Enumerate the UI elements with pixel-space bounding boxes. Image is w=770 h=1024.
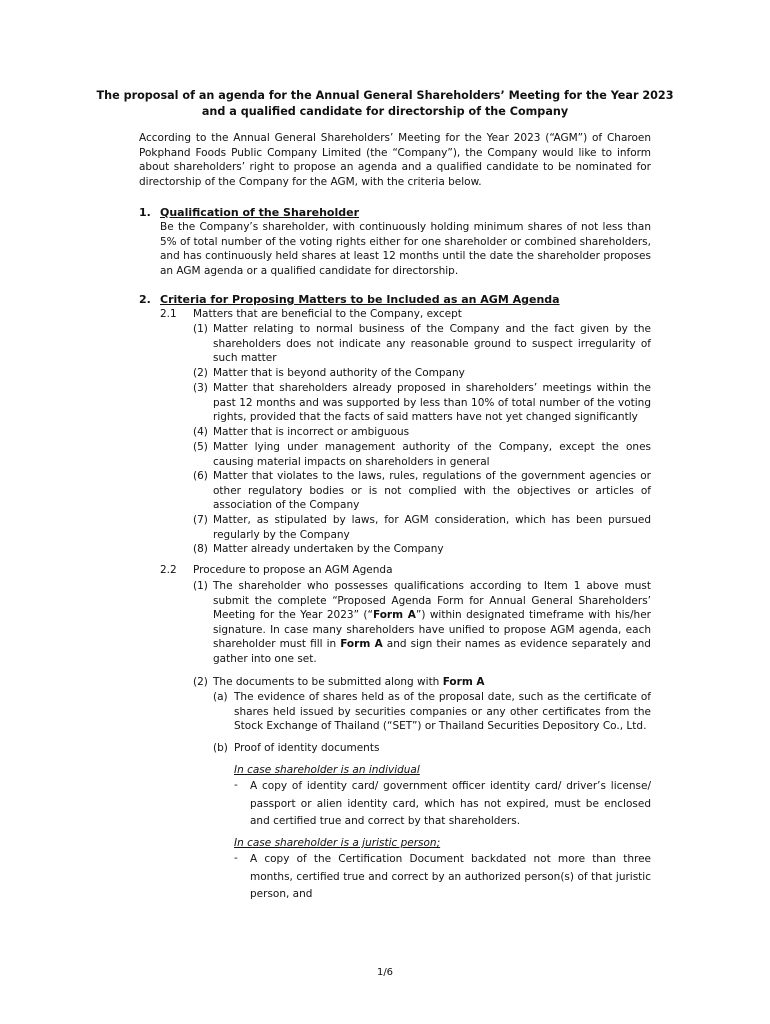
procedure-item-2: [193, 675, 651, 690]
list-item-text: Matter already undertaken by the Company: [213, 543, 444, 555]
list-item-number: (1): [193, 580, 208, 592]
list-item: [193, 542, 651, 557]
title-line-2: and a qualified candidate for directorship of the Company: [201, 104, 569, 118]
procedure-item-1: [193, 579, 651, 667]
list-item-text-part: ”) within designated timeframe with his/her signature. In case many shareholders have unified to propose AGM agenda, each shareholder must fill in: [213, 609, 651, 651]
list-item-number: (4): [193, 426, 208, 438]
list-item-text-part: and sign their names as evidence separately and gather into one set.: [213, 638, 651, 665]
list-item-number: (3): [193, 382, 208, 394]
case-juristic-heading: In case shareholder is a juristic person;: [234, 837, 441, 849]
list-item-text: Matter that is beyond authority of the Company: [213, 367, 465, 379]
sub-list-item-text: The evidence of shares held as of the proposal date, such as the certificate of shares held issued by securities companies or any other certificates from the Stock Exchange of Thailand (“SET”) or Thailand Securities Depository Co., Ltd.: [234, 691, 651, 733]
sub-list-item: [213, 690, 651, 734]
dash-item: [234, 851, 651, 904]
list-item-text: Matter lying under management authority of the Company, except the ones causing material impacts on shareholders in general: [213, 441, 651, 468]
list-item-text-part: The documents to be submitted along with: [213, 676, 443, 688]
form-a-label: Form A: [372, 609, 416, 622]
case-individual-heading: In case shareholder is an individual: [234, 764, 420, 776]
list-item-number: (6): [193, 470, 208, 482]
list-item: [193, 440, 651, 469]
section-1-number: 1.: [139, 206, 151, 219]
dash-item-text: A copy of the Certification Document backdated not more than three months, certified true and correct by an authorized person(s) of that juristic person, and: [250, 853, 651, 900]
list-item: [193, 513, 651, 542]
list-item-text: Matter that is incorrect or ambiguous: [213, 426, 410, 438]
list-item-text: [213, 675, 651, 690]
list-item-number: (2): [193, 676, 208, 688]
form-a-label: Form A: [442, 676, 485, 688]
section-2-heading: Criteria for Proposing Matters to be Included as an AGM Agenda: [160, 293, 560, 306]
sub-list-item-letter: (b): [213, 742, 228, 754]
list-item-number: (8): [193, 543, 208, 555]
dash-item-text: A copy of identity card/ government officer identity card/ driver’s license/ passport or alien identity card, which has not expired, must be enclosed and certified true and correct by that shareholders.: [250, 780, 651, 827]
dash-bullet: -: [234, 852, 238, 864]
sub-list-item: [213, 741, 651, 756]
dash-bullet: -: [234, 779, 238, 791]
dash-item: [234, 778, 651, 831]
section-1-heading: Qualification of the Shareholder: [160, 206, 360, 219]
list-item-number: (2): [193, 367, 208, 379]
form-a-label: Form A: [340, 638, 383, 651]
intro-paragraph: According to the Annual General Shareholders’ Meeting for the Year 2023 (“AGM”) of Charoen Pokphand Foods Public Company Limited (the “Company”), the Company would like to inform about shareholders’ right to propose an agenda and a qualified candidate to be nominated for directorship of the Company for the AGM, with the criteria below.: [139, 132, 651, 188]
subsection-2-2-heading: Procedure to propose an AGM Agenda: [193, 564, 393, 576]
list-item-text-part: The shareholder who possesses qualifications according to Item 1 above must submit the complete “Proposed Agenda Form for Annual General Shareholders’ Meeting for the Year 2023” (“: [213, 580, 651, 622]
list-item-text: [213, 579, 651, 667]
list-item-text: Matter that shareholders already proposed in shareholders’ meetings within the past 12 months and was supported by less than 10% of total number of the voting rights, provided that the facts of said matters have not yet changed significantly: [213, 382, 651, 424]
sub-list-item-text: Proof of identity documents: [234, 742, 380, 754]
title-line-1: The proposal of an agenda for the Annual General Shareholders’ Meeting for the Year 2023: [96, 89, 674, 102]
list-item-text: Matter, as stipulated by laws, for AGM consideration, which has been pursued regularly by the Company: [213, 514, 651, 541]
page-number: 1/6: [376, 967, 394, 978]
subsection-2-2-number: 2.2: [160, 564, 177, 576]
list-item-text: Matter relating to normal business of the Company and the fact given by the shareholders does not indicate any reasonable ground to suspect irregularity of such matter: [213, 323, 651, 365]
subsection-2-1-number: 2.1: [160, 308, 177, 320]
section-1-body: Be the Company’s shareholder, with continuously holding minimum shares of not less than 5% of total number of the voting rights either for one shareholder or combined shareholders, and has continuously held shares at least 12 months until the date the shareholder proposes an AGM agenda or a qualified candidate for directorship.: [160, 221, 651, 277]
document-title: [0, 88, 770, 119]
list-item: [193, 425, 651, 440]
list-item-number: (1): [193, 323, 208, 335]
section-2-number: 2.: [139, 293, 151, 306]
subsection-2-1-heading: Matters that are beneficial to the Company, except: [193, 308, 462, 320]
list-item: [193, 322, 651, 366]
list-item: [193, 469, 651, 513]
sub-list-item-letter: (a): [213, 691, 228, 703]
list-item-number: (7): [193, 514, 208, 526]
list-item-text: Matter that violates to the laws, rules, regulations of the government agencies or other regulatory bodies or is not complied with the objectives or articles of association of the Company: [213, 470, 651, 512]
list-item: [193, 366, 651, 381]
list-item-number: (5): [193, 441, 208, 453]
list-item: [193, 381, 651, 425]
